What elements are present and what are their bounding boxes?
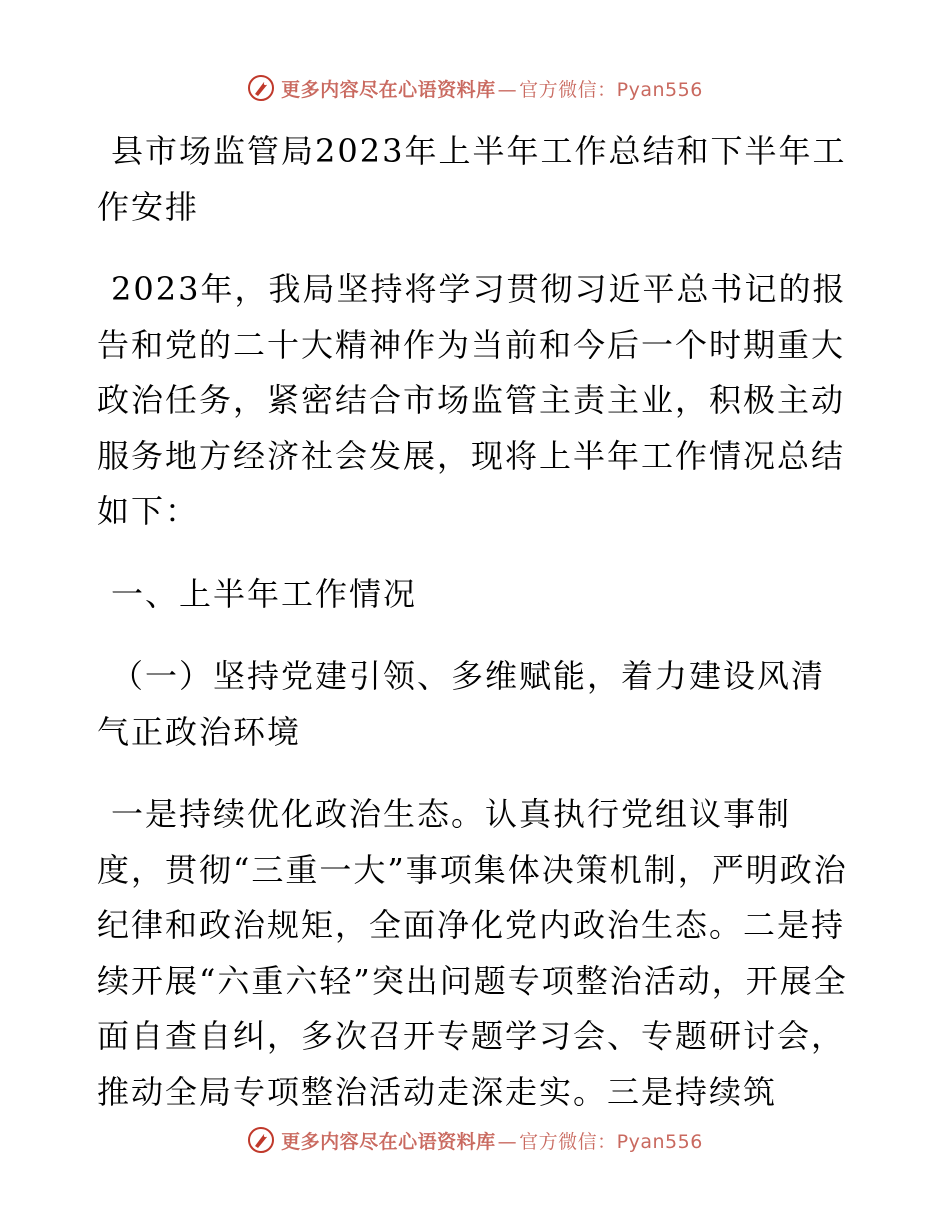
watermark-text [281,75,703,102]
body-paragraph-rest: 度，贯彻“三重一大”事项集体决策机制，严明政治纪律和政治规矩，全面净化党内政治生态。二是持续开展“六重六轻”突出问题专项整治活动，开展全面自查自纠，多次召开专题学习会、专题研讨会，推动全局专项整治活动走深走实。三是持续筑 [97,850,848,1111]
intro-paragraph: 2023年，我局坚持将学习贯彻习近平总书记的报告和党的二十大精神作为当前和今后一个时期重大政治任务，紧密结合市场监管主责主业，积极主动服务地方经济社会发展，现将上半年工作情况总结如下： [97,270,847,530]
pen-nib-logo-icon [247,74,275,102]
watermark-brand: 更多内容尽在心语资料库 [281,78,496,101]
header-watermark [0,68,950,108]
subsection-heading: （一）坚持党建引领、多维赋能，着力建设风清气正政治环境 [97,657,826,751]
watermark-separator: — [497,1130,518,1153]
watermark-suffix: 官方微信：Pyan556 [519,1130,703,1153]
footer-watermark [0,1120,950,1160]
body-paragraph [97,787,853,1120]
body-paragraph-first-line: 一是持续优化政治生态。认真执行党组议事制 [111,795,792,833]
document-title: 县市场监管局2023年上半年工作总结和下半年工作安排 [97,132,847,226]
pen-nib-logo-icon [247,1126,275,1154]
watermark-brand: 更多内容尽在心语资料库 [281,1130,496,1153]
document-body [97,124,853,1147]
watermark-separator: — [497,78,518,101]
section-heading: 一、上半年工作情况 [111,574,418,613]
watermark-text [281,1127,703,1154]
watermark-suffix: 官方微信：Pyan556 [519,78,703,101]
